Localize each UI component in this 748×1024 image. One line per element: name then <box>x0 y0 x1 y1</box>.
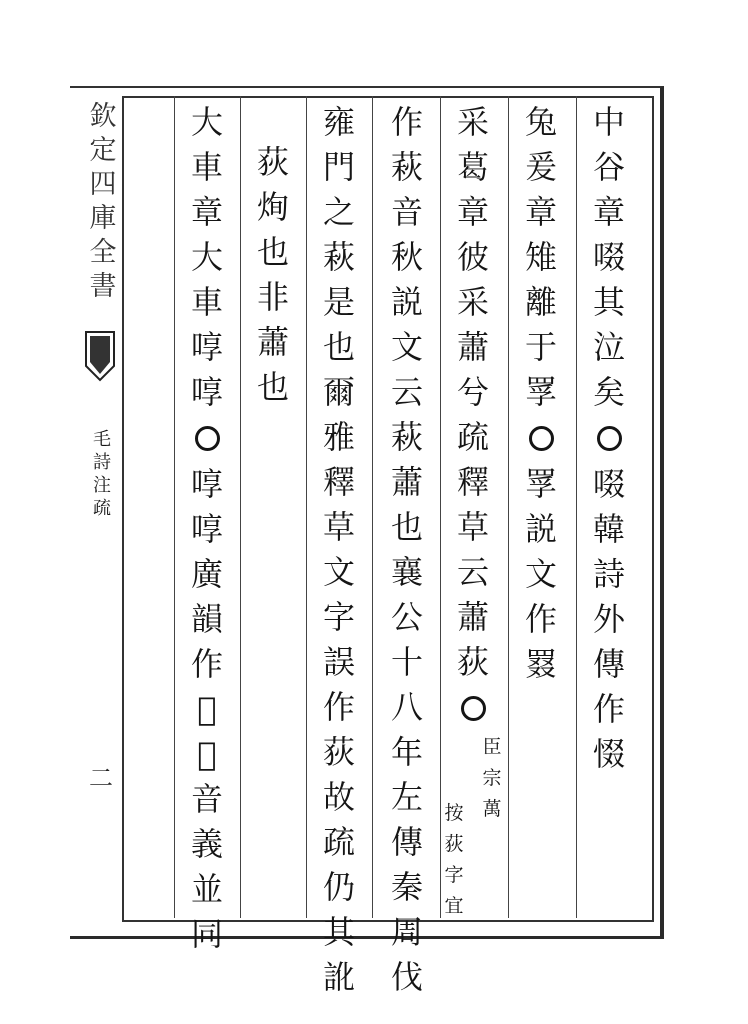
text-column-6 <box>242 140 304 410</box>
glyph: 也 <box>256 233 289 271</box>
glyph: 全 <box>89 237 117 268</box>
collection-title <box>86 100 120 304</box>
glyph: 音 <box>190 780 223 818</box>
glyph: 谷 <box>592 148 625 186</box>
glyph: 門 <box>322 148 355 186</box>
glyph: 誤 <box>322 643 355 681</box>
glyph: 兮 <box>456 373 489 411</box>
glyph: 雉 <box>524 238 557 276</box>
glyph: 宜 <box>444 895 464 917</box>
circle-mark-icon <box>461 696 486 721</box>
glyph: 雍 <box>322 103 355 141</box>
glyph: 之 <box>322 193 355 231</box>
annotation-note-left <box>480 732 504 922</box>
glyph: 草 <box>456 508 489 546</box>
column-rule <box>576 96 577 918</box>
fish-tail-mark-icon <box>82 330 118 382</box>
glyph: 章 <box>456 193 489 231</box>
glyph: 云 <box>456 553 489 591</box>
text-column-7 <box>176 100 238 957</box>
glyph: 詩 <box>93 452 111 473</box>
glyph: 八 <box>390 688 423 726</box>
glyph: 臣 <box>482 736 502 758</box>
glyph: 按 <box>444 802 464 824</box>
glyph: 罦 <box>524 373 557 411</box>
glyph: 是 <box>322 283 355 321</box>
glyph: 啍 <box>190 328 223 366</box>
glyph: 同 <box>190 915 223 953</box>
glyph: 中 <box>592 103 625 141</box>
glyph: 四 <box>89 169 117 200</box>
glyph: 萩 <box>390 418 423 456</box>
glyph: 秦 <box>390 868 423 906</box>
glyph: 爰 <box>524 148 557 186</box>
glyph: 故 <box>322 778 355 816</box>
glyph: 公 <box>390 598 423 636</box>
glyph: 疏 <box>456 418 489 456</box>
glyph: 疏 <box>322 823 355 861</box>
glyph: 左 <box>390 778 423 816</box>
glyph: 年 <box>390 733 423 771</box>
glyph: 萩 <box>390 148 423 186</box>
annotation-note <box>442 732 504 922</box>
glyph: 罬 <box>524 645 557 683</box>
glyph: 庫 <box>89 203 117 234</box>
glyph: 詩 <box>592 555 625 593</box>
glyph: 釋 <box>322 463 355 501</box>
glyph: 啍 <box>190 373 223 411</box>
glyph: 采 <box>456 103 489 141</box>
glyph: 彼 <box>456 238 489 276</box>
glyph: 韻 <box>190 600 223 638</box>
glyph: 雅 <box>322 418 355 456</box>
column-rule <box>508 96 509 918</box>
glyph: 云 <box>390 373 423 411</box>
glyph: 韓 <box>592 510 625 548</box>
glyph: 㶷 <box>256 188 289 226</box>
glyph: 伐 <box>390 958 423 996</box>
glyph: 訛 <box>322 958 355 996</box>
text-column-2 <box>510 100 572 687</box>
glyph: 傳 <box>390 823 423 861</box>
text-column-1 <box>578 100 640 777</box>
glyph: 其 <box>592 283 625 321</box>
column-rule <box>240 96 241 918</box>
glyph: 采 <box>456 283 489 321</box>
glyph: 車 <box>190 283 223 321</box>
annotation-note-right <box>442 798 466 922</box>
glyph: 其 <box>322 913 355 951</box>
circle-mark-icon <box>529 426 554 451</box>
glyph: 啍 <box>190 465 223 503</box>
glyph: 釋 <box>456 463 489 501</box>
glyph: 作 <box>190 645 223 683</box>
glyph: 蕭 <box>456 598 489 636</box>
glyph: 兔 <box>524 103 557 141</box>
glyph: 作 <box>592 690 625 728</box>
glyph: 離 <box>524 283 557 321</box>
glyph: 仍 <box>322 868 355 906</box>
text-column-3-main <box>453 100 493 732</box>
glyph: 章 <box>592 193 625 231</box>
glyph: 爾 <box>322 373 355 411</box>
glyph: 大 <box>190 103 223 141</box>
glyph: 義 <box>190 825 223 863</box>
glyph: 音 <box>390 193 423 231</box>
glyph: 荻 <box>256 143 289 181</box>
glyph: 𠻵 <box>197 690 217 728</box>
glyph: 啜 <box>592 238 625 276</box>
glyph: 文 <box>322 553 355 591</box>
glyph: 文 <box>390 328 423 366</box>
text-column-5 <box>308 100 370 1000</box>
glyph: 荻 <box>444 833 464 855</box>
glyph: 荻 <box>322 733 355 771</box>
column-rule <box>440 96 441 918</box>
glyph: 注 <box>93 475 111 496</box>
column-rule <box>306 96 307 918</box>
glyph: 書 <box>89 271 117 302</box>
glyph: 啍 <box>190 510 223 548</box>
circle-mark-icon <box>195 426 220 451</box>
glyph: 啜 <box>592 465 625 503</box>
glyph: 傳 <box>592 645 625 683</box>
glyph: 蕭 <box>390 463 423 501</box>
glyph: 泣 <box>592 328 625 366</box>
glyph: 作 <box>524 600 557 638</box>
glyph: 並 <box>190 870 223 908</box>
glyph: 萬 <box>482 798 502 820</box>
glyph: 萩 <box>322 238 355 276</box>
glyph: 罦 <box>524 465 557 503</box>
column-rule <box>372 96 373 918</box>
glyph: 荻 <box>456 643 489 681</box>
text-column-4 <box>376 100 438 1000</box>
glyph: 外 <box>592 600 625 638</box>
glyph: 廣 <box>190 555 223 593</box>
glyph: 車 <box>190 148 223 186</box>
glyph: 惙 <box>592 735 625 773</box>
glyph: 𠻵 <box>197 735 217 773</box>
glyph: 襄 <box>390 553 423 591</box>
glyph: 十 <box>390 643 423 681</box>
glyph: 也 <box>322 328 355 366</box>
glyph: 章 <box>190 193 223 231</box>
glyph: 文 <box>524 555 557 593</box>
glyph: 疏 <box>93 498 111 519</box>
glyph: 字 <box>444 864 464 886</box>
glyph: 説 <box>390 283 423 321</box>
glyph: 作 <box>390 103 423 141</box>
glyph: 字 <box>322 598 355 636</box>
glyph: 蕭 <box>456 328 489 366</box>
glyph: 秋 <box>390 238 423 276</box>
glyph: 非 <box>256 278 289 316</box>
glyph: 欽 <box>89 101 117 132</box>
glyph: 定 <box>89 135 117 166</box>
glyph: 于 <box>524 328 557 366</box>
page-number: 二 <box>89 764 113 792</box>
glyph: 大 <box>190 238 223 276</box>
glyph: 毛 <box>93 429 111 450</box>
glyph: 説 <box>524 510 557 548</box>
glyph: 矣 <box>592 373 625 411</box>
circle-mark-icon <box>597 426 622 451</box>
column-rule <box>174 96 175 918</box>
glyph: 宗 <box>482 767 502 789</box>
glyph: 作 <box>322 688 355 726</box>
text-column-3 <box>442 100 504 922</box>
glyph: 草 <box>322 508 355 546</box>
glyph: 章 <box>524 193 557 231</box>
glyph: 蕭 <box>256 323 289 361</box>
book-title <box>88 428 116 520</box>
glyph: 周 <box>390 913 423 951</box>
glyph: 也 <box>256 368 289 406</box>
glyph: 也 <box>390 508 423 546</box>
glyph: 葛 <box>456 148 489 186</box>
